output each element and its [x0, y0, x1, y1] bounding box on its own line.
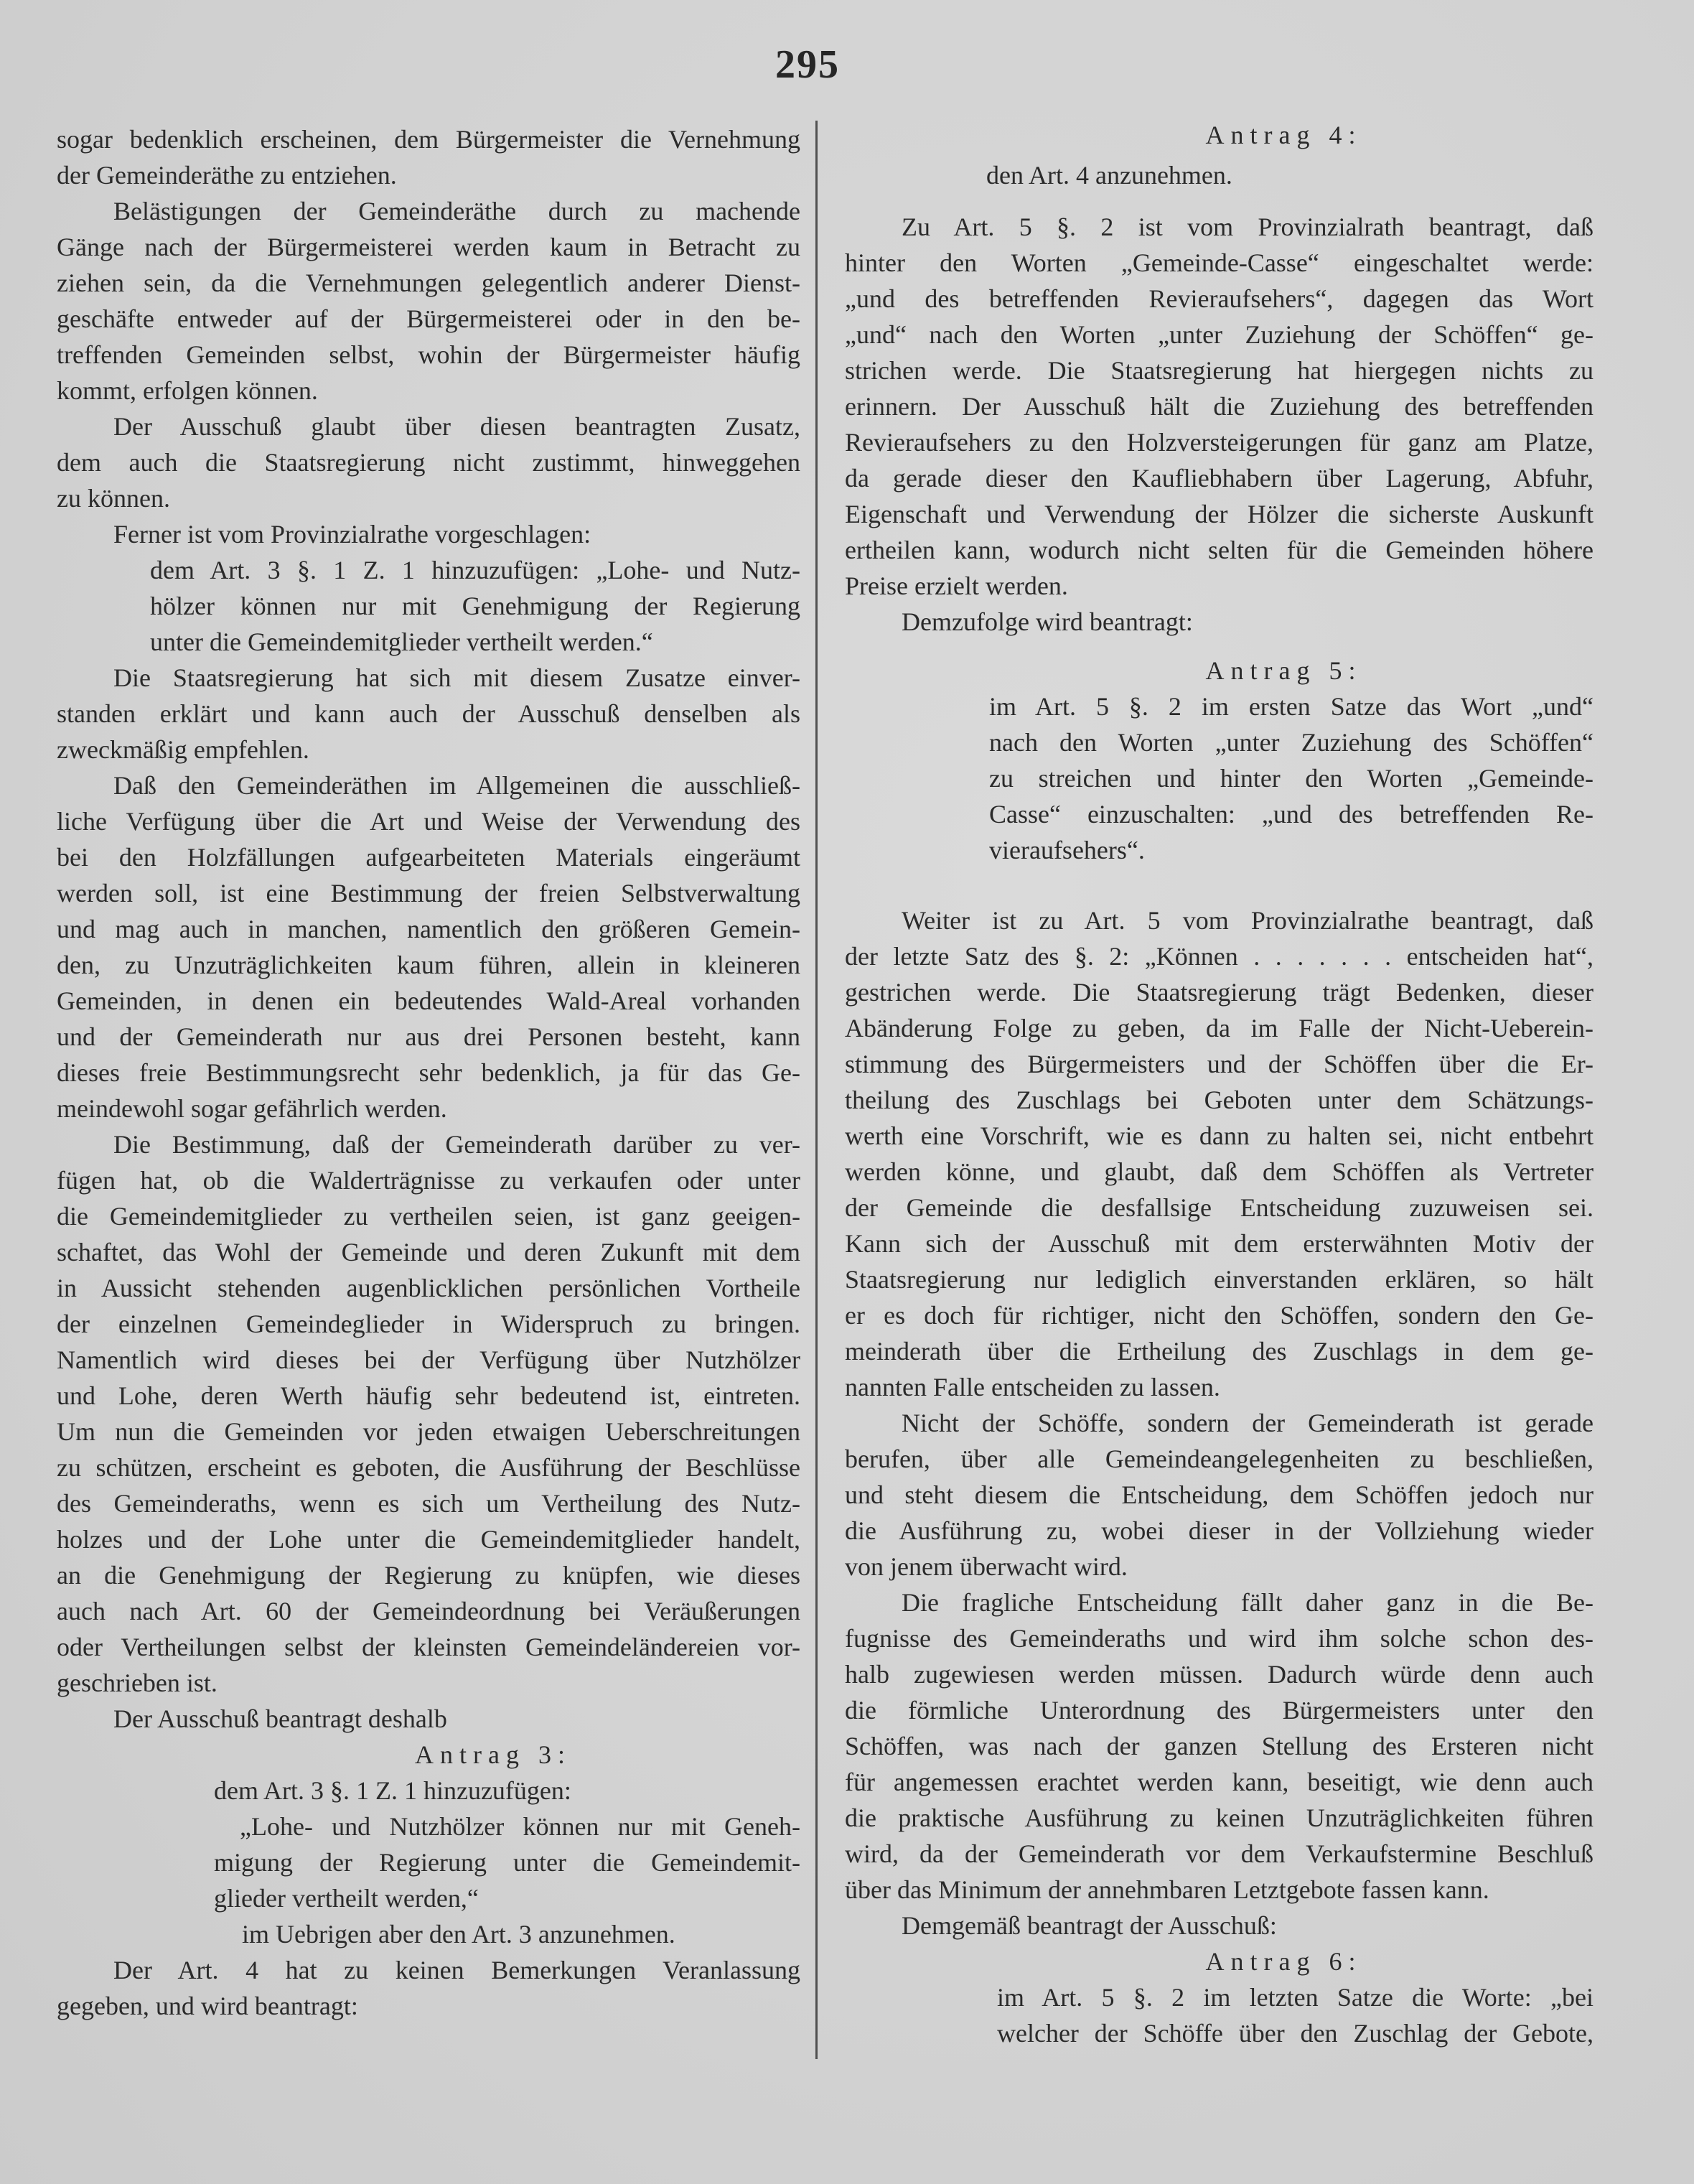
text-line: ertheilen kann, wodurch nicht selten für die Gemeinden höhere — [845, 536, 1594, 564]
text-line: den, zu Unzuträglichkeiten kaum führen, allein in kleineren — [57, 951, 800, 979]
text-line: Ferner ist vom Provinzialrathe vorgeschlagen: — [113, 520, 591, 549]
text-line: die Gemeindemitglieder zu vertheilen seien, ist ganz geeigen- — [57, 1202, 800, 1231]
text-line: Der Ausschuß beantragt deshalb — [113, 1704, 447, 1733]
text-line: werden soll, ist eine Bestimmung der freien Selbstverwaltung — [57, 879, 800, 907]
motion-heading — [57, 1737, 800, 1773]
paragraph — [57, 660, 800, 767]
text-line: hölzer können nur mit Genehmigung der Regierung — [150, 592, 800, 620]
text-line: Antrag 3: — [415, 1740, 571, 1769]
text-line: Kann sich der Ausschuß mit dem ersterwähnten Motiv der — [845, 1229, 1594, 1258]
paragraph — [845, 209, 1594, 604]
quoted-motion — [57, 1809, 800, 1916]
quoted-motion — [845, 689, 1594, 868]
text-line: Demgemäß beantragt der Ausschuß: — [902, 1911, 1277, 1940]
text-line: kommt, erfolgen können. — [57, 376, 318, 405]
text-line: Die Staatsregierung hat sich mit diesem Zusatze einver- — [113, 663, 800, 692]
text-line: ziehen sein, da die Vernehmungen gelegentlich anderer Dienst- — [57, 269, 800, 297]
text-line: glieder vertheilt werden,“ — [214, 1884, 479, 1913]
quoted-motion — [845, 1979, 1594, 2051]
paragraph — [845, 1908, 1594, 1943]
paragraph — [57, 1952, 800, 2024]
text-line: stimmung des Bürgermeisters und der Schöffen über die Er- — [845, 1050, 1594, 1078]
paragraph — [57, 1701, 800, 1737]
text-line: schaftet, das Wohl der Gemeinde und deren Zukunft mit dem — [57, 1238, 800, 1266]
text-line: der Gemeinde die desfallsige Entscheidung zuzuweisen sei. — [845, 1193, 1594, 1222]
paragraph — [57, 121, 800, 193]
right-column — [845, 117, 1594, 2051]
text-line: des Gemeinderaths, wenn es sich um Vertheilung des Nutz- — [57, 1489, 800, 1518]
page-number: 295 — [775, 42, 840, 87]
text-line: Der Ausschuß glaubt über diesen beantragten Zusatz, — [113, 412, 800, 441]
text-line: Preise erzielt werden. — [845, 571, 1068, 600]
text-line: strichen werde. Die Staatsregierung hat hiergegen nichts zu — [845, 356, 1594, 385]
text-line: über das Minimum der annehmbaren Letztgebote fassen kann. — [845, 1875, 1489, 1904]
paragraph — [845, 1585, 1594, 1908]
text-line: die praktische Ausführung zu keinen Unzuträglichkeiten führen — [845, 1803, 1594, 1832]
text-line: Die Bestimmung, daß der Gemeinderath darüber zu ver- — [113, 1130, 800, 1159]
text-line: Namentlich wird dieses bei der Verfügung über Nutzhölzer — [57, 1345, 800, 1374]
text-line: die förmliche Unterordnung des Bürgermeisters unter den — [845, 1696, 1594, 1725]
paragraph — [57, 409, 800, 516]
text-line: Abänderung Folge zu geben, da im Falle der Nicht-Ueberein- — [845, 1014, 1594, 1042]
quoted-motion — [845, 157, 1594, 193]
text-line: und der Gemeinderath nur aus drei Personen besteht, kann — [57, 1022, 800, 1051]
text-line: Um nun die Gemeinden vor jeden etwaigen Ueberschreitungen — [57, 1417, 800, 1446]
text-line: holzes und der Lohe unter die Gemeindemitglieder handelt, — [57, 1525, 800, 1554]
text-line: Antrag 6: — [1205, 1947, 1362, 1976]
text-line: in Aussicht stehenden augenblicklichen persönlichen Vortheile — [57, 1274, 800, 1302]
text-line: sogar bedenklich erscheinen, dem Bürgermeister die Vernehmung — [57, 125, 800, 154]
text-line: dem Art. 3 §. 1 Z. 1 hinzuzufügen: „Lohe- und Nutz- — [150, 556, 800, 584]
paragraph — [57, 767, 800, 1126]
text-line: geschäfte entweder auf der Bürgermeisterei oder in den be- — [57, 304, 800, 333]
text-line: den Art. 4 anzunehmen. — [986, 161, 1232, 190]
text-line: auch nach Art. 60 der Gemeindeordnung bei Veräußerungen — [57, 1597, 800, 1625]
text-line: der Gemeinderäthe zu entziehen. — [57, 161, 397, 190]
text-line: nannten Falle entscheiden zu lassen. — [845, 1373, 1220, 1401]
text-line: Zu Art. 5 §. 2 ist vom Provinzialrath beantragt, daß — [902, 213, 1594, 241]
paragraph — [845, 604, 1594, 640]
quoted-motion — [57, 1773, 800, 1809]
text-line: dieses freie Bestimmungsrecht sehr bedenklich, ja für das Ge- — [57, 1058, 800, 1087]
text-line: Der Art. 4 hat zu keinen Bemerkungen Veranlassung — [113, 1956, 800, 1984]
text-line: fugnisse des Gemeinderaths und wird ihm solche schon des- — [845, 1624, 1594, 1653]
text-line: standen erklärt und kann auch der Ausschuß denselben als — [57, 699, 800, 728]
text-line: zweckmäßig empfehlen. — [57, 735, 309, 764]
text-line: welcher der Schöffe über den Zuschlag der Gebote, — [997, 2019, 1594, 2048]
text-line: liche Verfügung über die Art und Weise der Verwendung des — [57, 807, 800, 836]
text-line: Gemeinden, in denen ein bedeutendes Wald-Areal vorhanden — [57, 986, 800, 1015]
text-line: für angemessen erachtet werden kann, beseitigt, wie denn auch — [845, 1768, 1594, 1796]
text-line: meinderath über die Ertheilung des Zuschlags in dem ge- — [845, 1337, 1594, 1366]
text-line: zu schützen, erscheint es geboten, die Ausführung der Beschlüsse — [57, 1453, 800, 1482]
text-line: zu streichen und hinter den Worten „Gemeinde- — [989, 764, 1594, 793]
text-line: und Lohe, deren Werth häufig sehr bedeutend ist, eintreten. — [57, 1381, 800, 1410]
text-line: und steht diesem die Entscheidung, dem Schöffen jedoch nur — [845, 1480, 1594, 1509]
paragraph — [57, 516, 800, 552]
text-line: von jenem überwacht wird. — [845, 1552, 1128, 1581]
text-line: meindewohl sogar gefährlich werden. — [57, 1094, 447, 1123]
text-line: Schöffen, was nach der ganzen Stellung des Ersteren nicht — [845, 1732, 1594, 1760]
text-line: Daß den Gemeinderäthen im Allgemeinen die ausschließ- — [113, 771, 800, 800]
text-line: berufen, über alle Gemeindeangelegenheiten zu beschließen, — [845, 1445, 1594, 1473]
text-line: bei den Holzfällungen aufgearbeiteten Materials eingeräumt — [57, 843, 800, 872]
quoted-motion — [57, 552, 800, 660]
text-line: er es doch für richtiger, nicht den Schöffen, sondern den Ge- — [845, 1301, 1594, 1330]
motion-heading — [845, 653, 1594, 689]
text-line: erinnern. Der Ausschuß hält die Zuziehung des betreffenden — [845, 392, 1594, 421]
text-line: Belästigungen der Gemeinderäthe durch zu machende — [113, 197, 800, 225]
paragraph — [57, 193, 800, 409]
text-line: hinter den Worten „Gemeinde-Casse“ eingeschaltet werde: — [845, 248, 1594, 277]
text-line: dem auch die Staatsregierung nicht zustimmt, hinweggehen — [57, 448, 800, 477]
text-line: vieraufsehers“. — [989, 836, 1145, 864]
text-line: der einzelnen Gemeindeglieder in Widerspruch zu bringen. — [57, 1310, 800, 1338]
paragraph — [845, 902, 1594, 1405]
text-line: Antrag 4: — [1205, 121, 1362, 149]
text-line: geschrieben ist. — [57, 1669, 217, 1697]
text-line: Eigenschaft und Verwendung der Hölzer die sicherste Auskunft — [845, 500, 1594, 528]
paragraph — [845, 1405, 1594, 1585]
text-line: die Ausführung zu, wobei dieser in der Vollziehung wieder — [845, 1516, 1594, 1545]
text-line: „und des betreffenden Revieraufsehers“, dagegen das Wort — [845, 284, 1594, 313]
text-line: Demzufolge wird beantragt: — [902, 607, 1193, 636]
text-line: da gerade dieser den Kaufliebhabern über Lagerung, Abfuhr, — [845, 464, 1594, 493]
text-line: halb zugewiesen werden müssen. Dadurch würde denn auch — [845, 1660, 1594, 1689]
text-line: der letzte Satz des §. 2: „Können . . . . . . . entscheiden hat“, — [845, 942, 1594, 971]
column-divider — [815, 121, 818, 2059]
text-line: zu können. — [57, 484, 170, 513]
text-line: unter die Gemeindemitglieder vertheilt werden.“ — [150, 627, 653, 656]
text-line: gestrichen werde. Die Staatsregierung trägt Bedenken, dieser — [845, 978, 1594, 1007]
text-line: im Uebrigen aber den Art. 3 anzunehmen. — [242, 1920, 675, 1949]
text-line: an die Genehmigung der Regierung zu knüpfen, wie dieses — [57, 1561, 800, 1590]
text-line: fügen hat, ob die Walderträgnisse zu verkaufen oder unter — [57, 1166, 800, 1195]
left-column — [57, 121, 800, 2024]
text-line: werth eine Vorschrift, wie es dann zu halten sei, nicht entbehrt — [845, 1121, 1594, 1150]
text-line: und mag auch in manchen, namentlich den größeren Gemein- — [57, 915, 800, 943]
text-line: wird, da der Gemeinderath vor dem Verkaufstermine Beschluß — [845, 1839, 1594, 1868]
text-line: migung der Regierung unter die Gemeindemit- — [214, 1848, 800, 1877]
text-line: im Art. 5 §. 2 im letzten Satze die Worte: „bei — [997, 1983, 1594, 2012]
text-line: gegeben, und wird beantragt: — [57, 1992, 358, 2020]
text-line: Die fragliche Entscheidung fällt daher ganz in die Be- — [902, 1588, 1594, 1617]
text-line: dem Art. 3 §. 1 Z. 1 hinzuzufügen: — [214, 1776, 571, 1805]
text-line: treffenden Gemeinden selbst, wohin der Bürgermeister häufig — [57, 340, 800, 369]
text-line: im Art. 5 §. 2 im ersten Satze das Wort „und“ — [989, 692, 1594, 721]
text-line: Nicht der Schöffe, sondern der Gemeinderath ist gerade — [902, 1409, 1594, 1437]
text-line: „Lohe- und Nutzhölzer können nur mit Geneh- — [240, 1812, 800, 1841]
text-line: werden könne, und glaubt, daß dem Schöffen als Vertreter — [845, 1157, 1594, 1186]
text-line: theilung des Zuschlags bei Geboten unter dem Schätzungs- — [845, 1086, 1594, 1114]
text-line: Staatsregierung nur lediglich einverstanden erklären, so hält — [845, 1265, 1594, 1294]
paragraph — [57, 1126, 800, 1701]
text-line: Antrag 5: — [1205, 656, 1362, 685]
text-line: Gänge nach der Bürgermeisterei werden kaum in Betracht zu — [57, 233, 800, 261]
text-line: „und“ nach den Worten „unter Zuziehung der Schöffen“ ge- — [845, 320, 1594, 349]
text-line: Revieraufsehers zu den Holzversteigerungen für ganz am Platze, — [845, 428, 1594, 457]
motion-heading — [845, 1943, 1594, 1979]
motion-heading — [845, 117, 1594, 153]
text-line: nach den Worten „unter Zuziehung des Schöffen“ — [989, 728, 1594, 757]
text-line: Weiter ist zu Art. 5 vom Provinzialrathe beantragt, daß — [902, 906, 1594, 935]
text-line: oder Vertheilungen selbst der kleinsten Gemeindeländereien vor- — [57, 1633, 800, 1661]
quoted-motion — [57, 1916, 800, 1952]
text-line: Casse“ einzuschalten: „und des betreffenden Re- — [989, 800, 1594, 829]
